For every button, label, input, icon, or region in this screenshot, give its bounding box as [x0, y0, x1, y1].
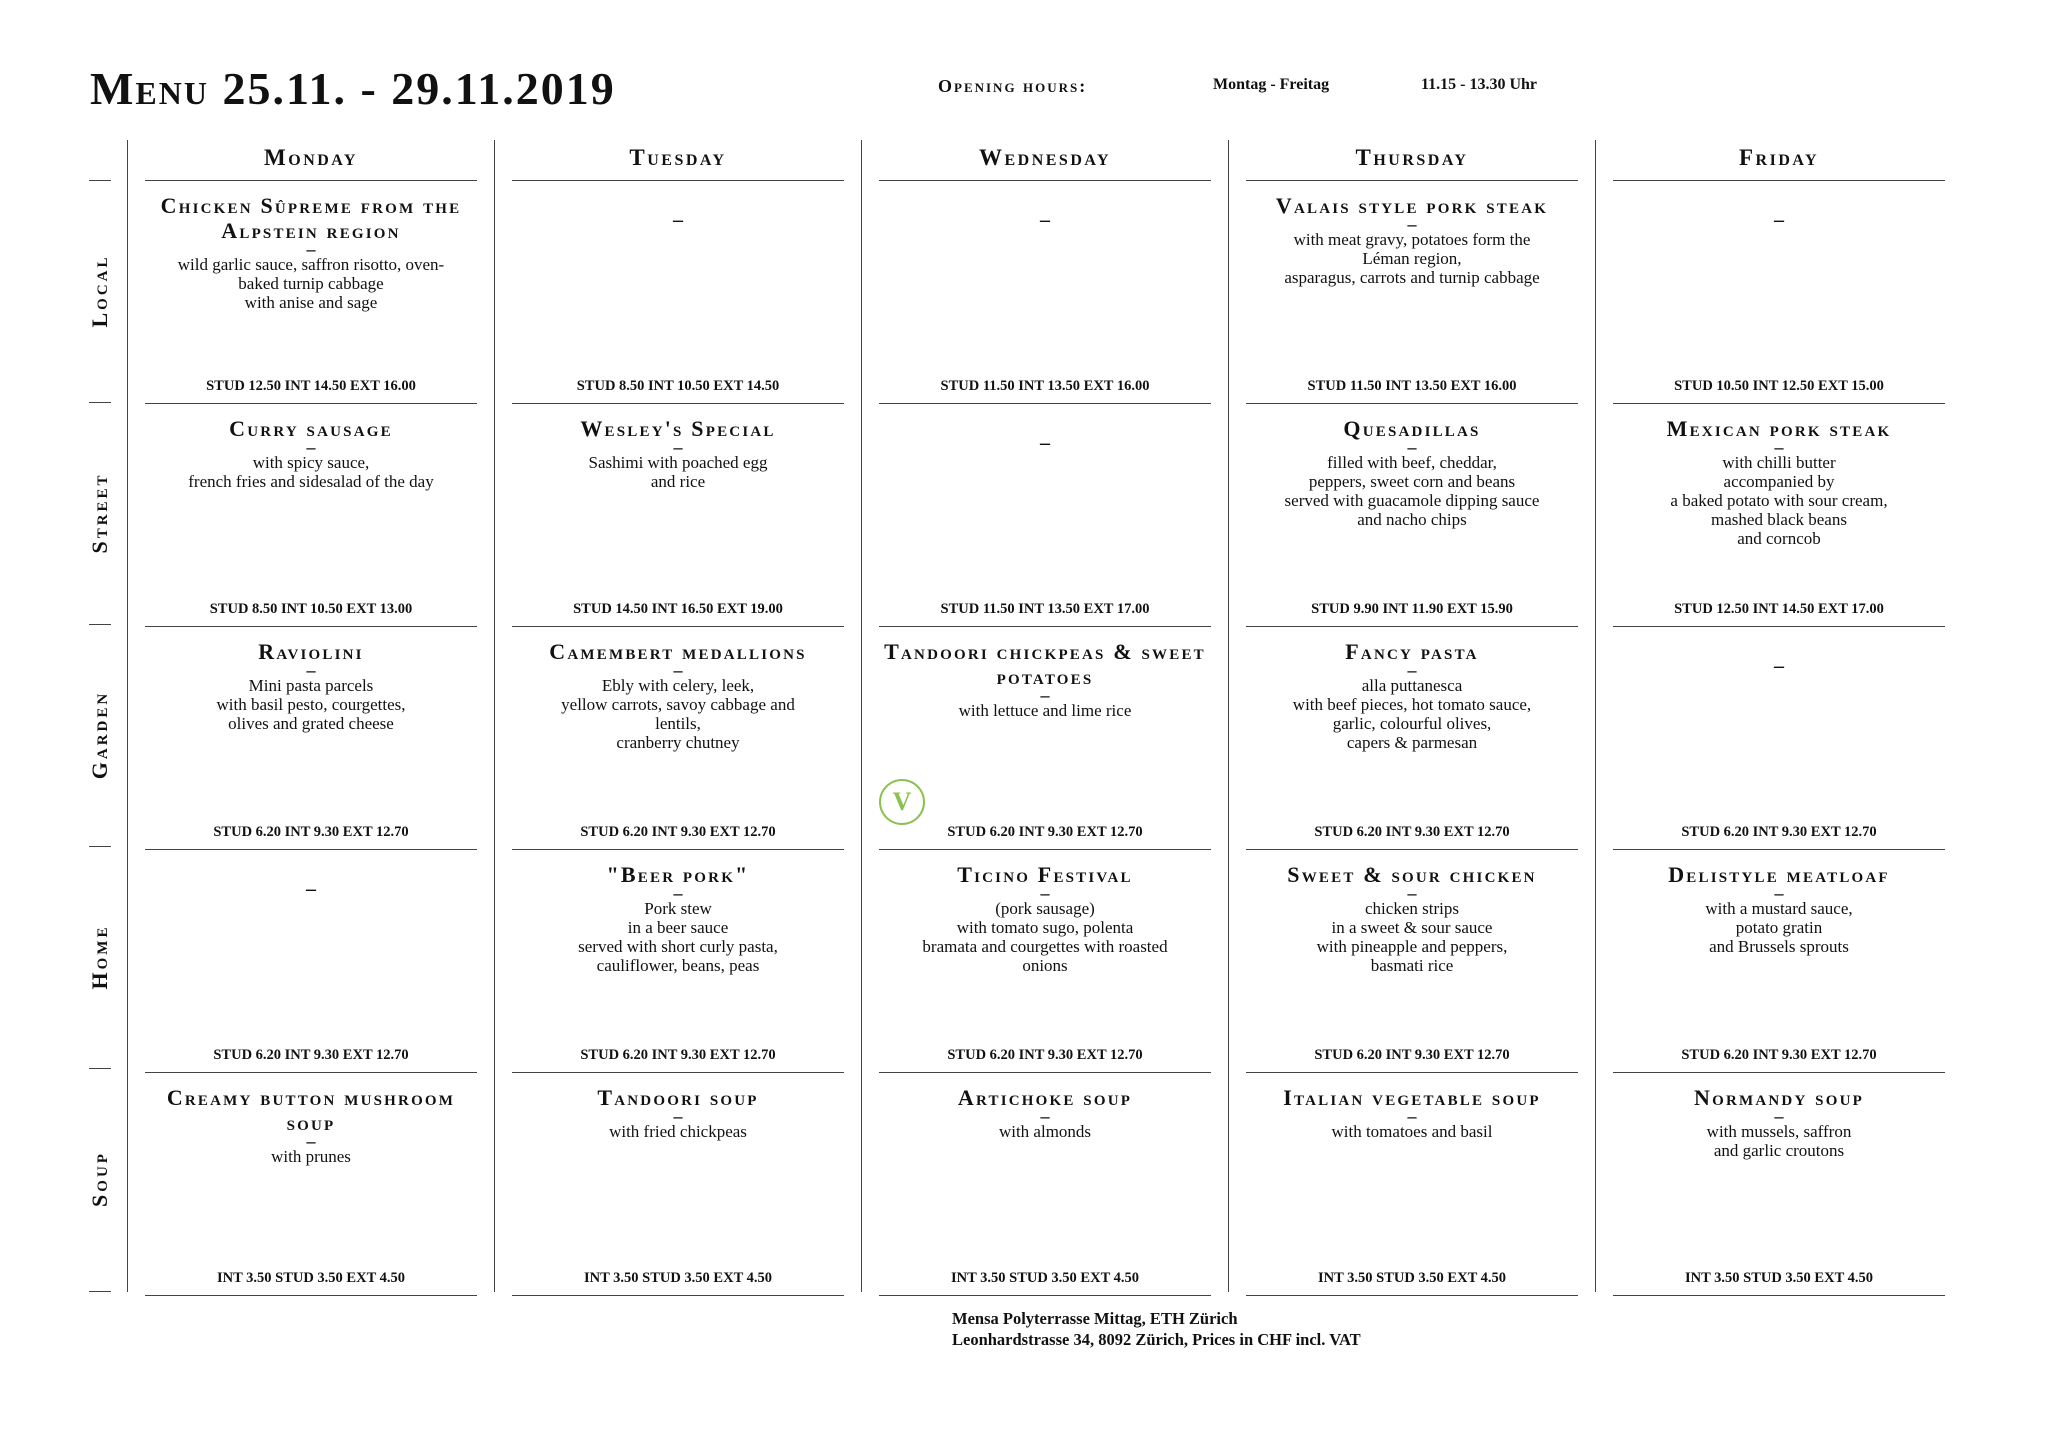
menu-cell — [1613, 403, 1945, 626]
dish-price: STUD 6.20 INT 9.30 EXT 12.70 — [1314, 824, 1510, 840]
dish-price: STUD 8.50 INT 10.50 EXT 13.00 — [209, 601, 413, 617]
dish-separator: – — [1774, 437, 1784, 457]
dish-title: Normandy soup — [1694, 1085, 1864, 1110]
day-header: Tuesday — [629, 145, 727, 170]
menu-cell — [1613, 180, 1945, 403]
day-column-tuesday — [494, 140, 861, 1292]
dish-title: Curry sausage — [229, 416, 393, 441]
menu-cell — [1613, 626, 1945, 849]
dish-description: filled with beef, cheddar, peppers, sweet corn and beans served with guacamole dipping sauce and nacho chips — [1284, 453, 1540, 529]
dish-price: INT 3.50 STUD 3.50 EXT 4.50 — [1684, 1270, 1873, 1286]
menu-cell — [512, 403, 844, 626]
dish-title: Artichoke soup — [957, 1085, 1133, 1110]
footer — [952, 1308, 1361, 1350]
dish-title: "Beer pork" — [606, 862, 750, 887]
divider — [89, 624, 111, 625]
dish-title: Fancy pasta — [1345, 639, 1479, 664]
dish-price: STUD 6.20 INT 9.30 EXT 12.70 — [1681, 1047, 1877, 1063]
category-labels — [85, 180, 125, 1290]
divider — [89, 402, 111, 403]
dish-separator: – — [1407, 214, 1417, 234]
dish-separator: – — [306, 437, 316, 457]
category-label-home — [85, 846, 125, 1068]
dish-description: with prunes — [271, 1147, 351, 1166]
dish-separator: – — [1407, 883, 1417, 903]
menu-grid — [127, 140, 1962, 1300]
dish-title: Sweet & sour chicken — [1287, 862, 1537, 887]
dish-price: STUD 11.50 INT 13.50 EXT 16.00 — [940, 378, 1150, 394]
dish-description: Pork stew in a beer sauce served with short curly pasta, cauliflower, beans, peas — [578, 899, 778, 975]
dish-description: chicken strips in a sweet & sour sauce with pineapple and peppers, basmati rice — [1316, 899, 1508, 975]
dish-price: INT 3.50 STUD 3.50 EXT 4.50 — [950, 1270, 1139, 1286]
day-column-wednesday — [861, 140, 1228, 1292]
dish-description: with tomatoes and basil — [1331, 1122, 1493, 1141]
vegetarian-icon: V — [879, 779, 925, 825]
dish-description: with meat gravy, potatoes form the Léman region, asparagus, carrots and turnip cabbage — [1284, 230, 1540, 287]
dish-separator: – — [1407, 660, 1417, 680]
dish-separator: – — [673, 1106, 683, 1126]
dish-separator: – — [1040, 883, 1050, 903]
dish-separator: – — [1774, 1106, 1784, 1126]
footer-address: Leonhardstrasse 34, 8092 Zürich, Prices in CHF incl. VAT — [952, 1330, 1361, 1349]
menu-cell — [512, 849, 844, 1072]
divider — [89, 846, 111, 847]
menu-cell — [879, 849, 1211, 1072]
category-label-text: Street — [87, 472, 112, 554]
dish-description: with mussels, saffron and garlic croutons — [1706, 1122, 1852, 1160]
dish-separator: – — [306, 660, 316, 680]
dish-price: STUD 6.20 INT 9.30 EXT 12.70 — [1681, 824, 1877, 840]
dish-price: INT 3.50 STUD 3.50 EXT 4.50 — [583, 1270, 772, 1286]
dish-description: alla puttanesca with beef pieces, hot tomato sauce, garlic, colourful olives, capers & parmesan — [1292, 676, 1532, 752]
dish-price: STUD 11.50 INT 13.50 EXT 17.00 — [940, 601, 1150, 617]
menu-cell — [1246, 1072, 1578, 1296]
no-dish-dash: – — [306, 878, 316, 900]
menu-cell — [512, 1072, 844, 1296]
dish-description: with chilli butter accompanied by a baked potato with sour cream, mashed black beans and corncob — [1670, 453, 1888, 548]
no-dish-dash: – — [1040, 209, 1050, 231]
opening-time: 11.15 - 13.30 Uhr — [1421, 76, 1537, 93]
dish-price: STUD 10.50 INT 12.50 EXT 15.00 — [1674, 378, 1884, 394]
day-column-friday — [1595, 140, 1962, 1292]
dish-separator: – — [1774, 883, 1784, 903]
menu-cell — [879, 626, 1211, 849]
dish-title: Mexican pork steak — [1666, 416, 1892, 441]
dish-description: wild garlic sauce, saffron risotto, oven- baked turnip cabbage with anise and sage — [177, 255, 445, 312]
menu-cell — [1246, 626, 1578, 849]
menu-cell — [1613, 849, 1945, 1072]
menu-cell — [512, 626, 844, 849]
menu-cell — [879, 180, 1211, 403]
dish-description: with lettuce and lime rice — [958, 701, 1132, 720]
dish-description: Ebly with celery, leek, yellow carrots, savoy cabbage and lentils, cranberry chutney — [561, 676, 795, 752]
dish-separator: – — [673, 660, 683, 680]
menu-cell — [145, 180, 477, 403]
no-dish-dash: – — [1774, 655, 1784, 677]
dish-price: STUD 9.90 INT 11.90 EXT 15.90 — [1311, 601, 1513, 617]
menu-cell — [1246, 180, 1578, 403]
dish-title: Camembert medallions — [549, 639, 807, 664]
dish-title: Tandoori soup — [597, 1085, 759, 1110]
dish-title: Italian vegetable soup — [1283, 1085, 1541, 1110]
menu-cell — [145, 403, 477, 626]
divider — [89, 1068, 111, 1069]
footer-location: Mensa Polyterrasse Mittag, ETH Zürich — [952, 1309, 1238, 1328]
divider — [89, 180, 111, 181]
dish-description: Sashimi with poached egg and rice — [588, 453, 768, 491]
dish-title: Creamy button mushroom soup — [166, 1085, 456, 1135]
dish-title: Tandoori chickpeas & sweet potatoes — [884, 639, 1206, 689]
category-label-soup — [85, 1068, 125, 1290]
dish-price: STUD 6.20 INT 9.30 EXT 12.70 — [580, 824, 776, 840]
dish-description: with a mustard sauce, potato gratin and Brussels sprouts — [1705, 899, 1853, 956]
category-label-text: Home — [87, 924, 112, 990]
dish-title: Ticino Festival — [957, 862, 1133, 887]
dish-price: STUD 11.50 INT 13.50 EXT 16.00 — [1307, 378, 1517, 394]
menu-cell — [512, 180, 844, 403]
menu-cell — [1246, 849, 1578, 1072]
menu-cell — [145, 1072, 477, 1296]
no-dish-dash: – — [673, 209, 683, 231]
category-label-text: Soup — [87, 1151, 112, 1207]
menu-cell — [879, 1072, 1211, 1296]
dish-title: Quesadillas — [1343, 416, 1481, 441]
day-header: Wednesday — [978, 145, 1112, 170]
category-label-text: Garden — [87, 690, 112, 780]
category-label-garden — [85, 624, 125, 846]
dish-separator: – — [306, 239, 316, 259]
dish-description: with spicy sauce, french fries and sidesalad of the day — [188, 453, 434, 491]
dish-separator: – — [1407, 437, 1417, 457]
dish-description: with almonds — [998, 1122, 1092, 1141]
dish-price: STUD 8.50 INT 10.50 EXT 14.50 — [576, 378, 780, 394]
day-header: Thursday — [1355, 145, 1469, 170]
dish-price: STUD 6.20 INT 9.30 EXT 12.70 — [580, 1047, 776, 1063]
category-label-text: Local — [87, 254, 112, 328]
dish-title: Valais style pork steak — [1275, 193, 1549, 218]
dish-price: STUD 6.20 INT 9.30 EXT 12.70 — [947, 1047, 1143, 1063]
no-dish-dash: – — [1774, 209, 1784, 231]
category-label-local — [85, 180, 125, 402]
dish-description: with fried chickpeas — [609, 1122, 747, 1141]
day-column-monday — [127, 140, 494, 1292]
dish-price: STUD 6.20 INT 9.30 EXT 12.70 — [213, 1047, 409, 1063]
dish-price: STUD 6.20 INT 9.30 EXT 12.70 — [1314, 1047, 1510, 1063]
menu-cell — [879, 403, 1211, 626]
dish-price: STUD 12.50 INT 14.50 EXT 17.00 — [1674, 601, 1884, 617]
opening-days: Montag - Freitag — [1213, 76, 1330, 93]
dish-separator: – — [306, 1131, 316, 1151]
day-header: Friday — [1738, 145, 1820, 170]
menu-cell — [1613, 1072, 1945, 1296]
dish-title: Delistyle meatloaf — [1668, 862, 1890, 887]
dish-separator: – — [673, 437, 683, 457]
dish-price: STUD 12.50 INT 14.50 EXT 16.00 — [206, 378, 416, 394]
dish-price: STUD 6.20 INT 9.30 EXT 12.70 — [213, 824, 409, 840]
dish-price: INT 3.50 STUD 3.50 EXT 4.50 — [216, 1270, 405, 1286]
dish-title: Raviolini — [258, 639, 364, 664]
dish-title: Chicken Sûpreme from the Alpstein region — [160, 193, 462, 243]
dish-separator: – — [1407, 1106, 1417, 1126]
day-header: Monday — [264, 145, 358, 170]
dish-title: Wesley's Special — [580, 416, 776, 441]
dish-separator: – — [1040, 1106, 1050, 1126]
dish-separator: – — [673, 883, 683, 903]
category-label-street — [85, 402, 125, 624]
dish-separator: – — [1040, 685, 1050, 705]
opening-hours-label: Opening hours: — [938, 76, 1088, 96]
dish-description: (pork sausage) with tomato sugo, polenta bramata and courgettes with roasted onions — [922, 899, 1168, 975]
dish-price: STUD 6.20 INT 9.30 EXT 12.70 — [947, 824, 1143, 840]
menu-cell — [1246, 403, 1578, 626]
no-dish-dash: – — [1040, 432, 1050, 454]
menu-cell — [145, 626, 477, 849]
dish-description: Mini pasta parcels with basil pesto, courgettes, olives and grated cheese — [216, 676, 406, 733]
day-column-thursday — [1228, 140, 1595, 1292]
menu-cell — [145, 849, 477, 1072]
page-title: Menu 25.11. - 29.11.2019 — [90, 63, 616, 114]
divider — [89, 1291, 111, 1292]
dish-price: STUD 14.50 INT 16.50 EXT 19.00 — [573, 601, 783, 617]
dish-price: INT 3.50 STUD 3.50 EXT 4.50 — [1317, 1270, 1506, 1286]
